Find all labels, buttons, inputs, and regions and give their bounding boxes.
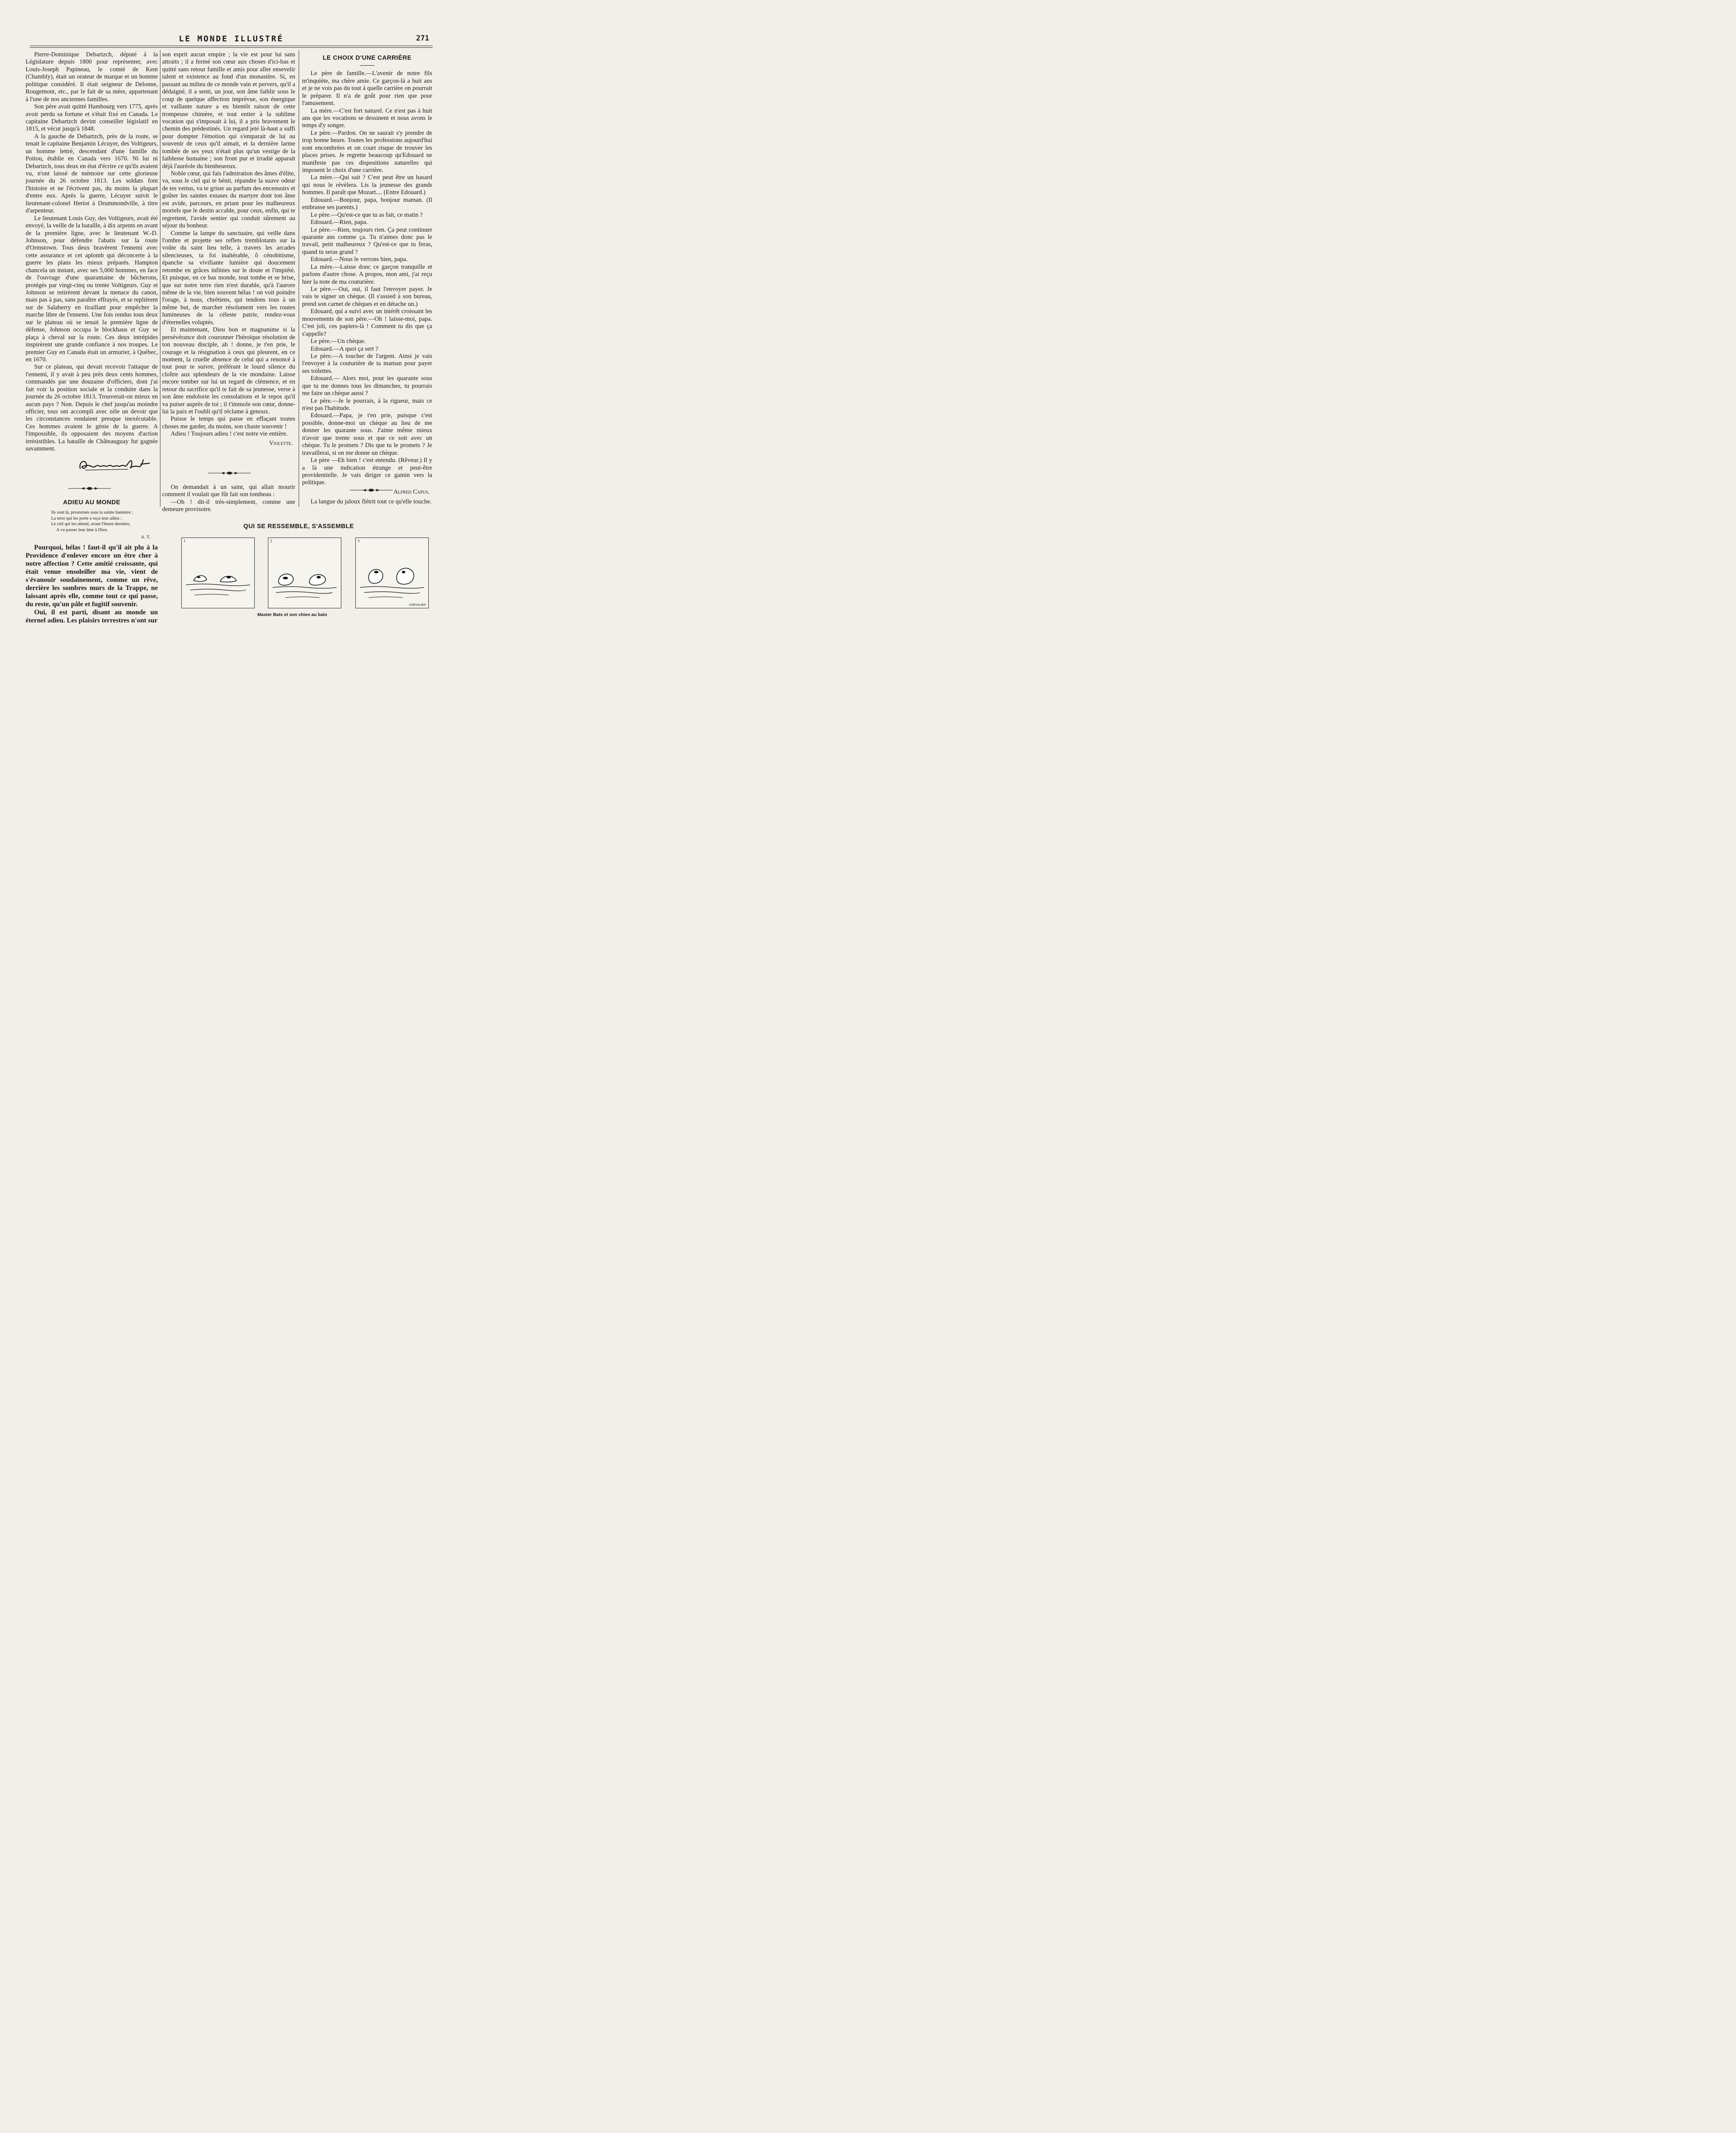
paragraph: Le père.—Pardon. On ne saurait s'y prendre de trop bonne heure. Toutes les professions aujourd'hui sont encombrées et on court risque de trouver les places prises. Je regrette beaucoup qu'Edouard ne manifeste pas ces dispositions naturelles qui imposent le choix d'une carrière. [302, 129, 432, 174]
panel-number: 1 [183, 539, 186, 543]
paragraph: La langue du jaloux flétrit tout ce qu'elle touche. [311, 498, 432, 505]
cartoon-caption: Master Bats et son chien au bain [257, 612, 327, 617]
paragraph: A la gauche de Debartzch, près de la route, se tenait le capitaine Benjamin Lécuyer, des Voltigeurs, un homme lettré, descendant d'une famille du Poitou, établie en Canada vers 1670. Ni lui ni Debartzch, tous deux en état d'écrire ce qu'ils avaient vu, n'ont laissé de mémoire sur cette glorieuse journée du 26 octobre 1813. Les soldats font l'histoire et ne l'écrivent pas, du moins la plupart d'entre eux. Après la guerre, Lécuyer suivit le lieutenant-colonel Heriot à Drummondville, à titre d'arpenteur. [26, 133, 158, 215]
paragraph: Pierre-Dominique Debartzch, député à la Législature depuis 1800 pour représenter, avec Louis-Joseph Papineau, le comté de Kent (Chambly), était un orateur de marque et un homme politique considéré. Il était seigneur de Delonne, Rougemont, etc., par le fait de sa mère, appartenant à l'une de nos anciennes familles. [26, 51, 158, 103]
paragraph: Son père avait quitté Hambourg vers 1775, après avoir perdu sa fortune et s'était fixé en Canada. Le capitaine Debartzch devint conseiller législatif en 1815, et vécut jusqu'à 1848. [26, 103, 158, 133]
signature: Alfred Capus. [393, 488, 430, 495]
paragraph: Le père.—Qu'est-ce que tu as fait, ce matin ? [311, 211, 423, 218]
paragraph: La mère.—Laisse donc ce garçon tranquille et parlons d'autre chose. A propos, mon ami, j'ai reçu hier la note de ma couturière. [302, 263, 432, 285]
paragraph: Le père de famille.—L'avenir de notre fils m'inquiète, ma chère amie. Ce garçon-là a huit ans et je ne vois pas du tout à quelle carrière on pourrait le préparer. Il n'a de goût pour rien que pour l'amusement. [302, 70, 432, 107]
artist-mark: CHEVALIER [409, 604, 426, 607]
cartoon-panel-3 [355, 538, 429, 608]
bather-and-dog-drawing [268, 538, 341, 608]
paragraph: Edouard.—A quoi ça sert ? [311, 345, 378, 352]
poem-line: A vu passer leur âme à Dieu. [56, 527, 108, 532]
adieu-section [26, 499, 158, 625]
panel-number: 3 [358, 539, 360, 543]
adieu-title: ADIEU AU MONDE [63, 499, 121, 506]
cartoon-title: QUI SE RESSEMBLE, S'ASSEMBLE [243, 523, 354, 530]
paragraph: son esprit aucun empire ; la vie est pour lui sans attraits ; il a fermé son cœur aux choses d'ici-bas et quitté sans retour famille et amis pour aller ensevelir talent et existence au fond d'un monastère. Si, en passant au milieu de ce monde vain et pervers, qu'il a dédaigné, il a senti, un jour, son âme faiblir sous le coup de quelque affection imprévue, son énergique et vaillante nature a eu bientôt raison de cette trompeuse chimère, et tout entier à la sublime vocation qui s'imposait à lui, il a pris bravement le chemin des prédestinés. Un regard jeté là-haut a suffi pour dompter l'émotion qui s'emparait de lui au souvenir de ceux qu'il aimait, et la dernière larme tombée de ses yeux n'était plus qu'un vestige de la faiblesse humaine ; son front pur et irradié apparait déjà l'auréole du bienheureux. [162, 51, 295, 170]
poem-line: Le ciel qui les attend, avant l'heure dernière, [51, 522, 131, 527]
paragraph: Pourquoi, hélas ! faut-il qu'il ait plu à la Providence d'enlever encore un être cher à notre affection ? Cette amitié croissante, qui était venue ensoleiller ma vie, vient de s'évanouir soudainement, comme un rêve, derrière les sombres murs de la Trappe, ne laissant après elle, comme tout ce qui passe, du reste, qu'un pâle et fugitif souvenir. [26, 544, 158, 608]
ornament-divider [208, 471, 251, 475]
paragraph: Le père.—Oui, oui, il faut l'envoyer payer. Je vais te signer un chèque. (Il s'assied à son bureau, prend son carnet de chèques et en détache un.) [302, 286, 432, 308]
masthead-title: LE MONDE ILLUSTRÉ [179, 34, 284, 44]
paragraph: Comme la lampe du sanctuaire, qui veille dans l'ombre et projette ses reflets tremblotants sur la voûte du saint lieu telle, à travers les arcades silencieuses, ta foi inaltérable, ô cénobitisme, épanche sa vivifiante lumière qui doucement retombe en grâces infinies sur le doute et l'impiété. Et puisque, en ce bas monde, tout tombe et se brise, que sur notre terre rien n'est durable, qu'à l'aurore même de la vie, bien souvent hélas ! on voit poindre l'orage, à nous, chrétiens, qui tendons tous à un même but, de marcher résolument vers les routes lumineuses de la céleste patrie, rendez-vous d'éternelles voluptés. [162, 230, 295, 326]
paragraph: Oui, il est parti, disant au monde un éternel adieu. Les plaisirs terrestres n'ont sur [26, 609, 158, 625]
proverb [302, 498, 432, 506]
anecdote [162, 484, 295, 514]
article-title: LE CHOIX D'UNE CARRIÈRE [323, 55, 412, 61]
poem-signature: A. T. [141, 535, 150, 540]
paragraph: Le lieutenant Louis Guy, des Voltigeurs, avait été envoyé, la veille de la bataille, à dix arpents en avant de la première ligne, avec le lieutenant W.-D. Johnson, pour défendre l'abatis sur la route d'Ormstown. Tous deux bravèrent l'ennemi avec cette assurance et cet aplomb qui déconcerte à la guerre les plans les mieux préparés. Hampton chancela un instant, avec ses 5,000 hommes, en face de l'ouvrage d'une quarantaine de bûcherons, protégés par vingt-cinq ou trente Voltigeurs. Guy et Johnson se retirèrent devant la menace du canon, mais pas à pas, sans paraître effrayés, et se replièrent sur de Salaberry en tiraillant pour empêcher la marche libre de l'ennemi. Une fois rendus tous deux sur le plateau où se tenait la première ligne de défense, Johnson occupa le blockhaus et Guy se plaça à cheval sur la route. Ces deux intrépides inspirèrent une grande confiance à nos troupes. Le premier Guy en Canada était un armurier, à Québec, en 1670. [26, 215, 158, 363]
bather-and-dog-drawing [356, 538, 428, 608]
paragraph: Le père.—Je le pourrais, à la rigueur, mais ce n'est pas l'habitude. [302, 397, 432, 412]
paragraph: Et maintenant, Dieu bon et magnanime si la persévérance doit couronner l'héroïque résolution de ton nouveau disciple, ah ! donne, je t'en prie, le courage et la résignation à ceux qui pleurent, en ce moment, la cruelle absence de celui qui a renoncé à tout pour te suivre, préférant le lourd silence du cloître aux splendeurs de la vie mondaine. Laisse encore tomber sur lui un regard de clémence, et en retour du sacrifice qu'il te fait de sa jeunesse, verse à son âme endolorie les consolations et le repos qu'il va puiser auprès de toi ; il t'immole son cœur, donne-lui la paix et l'oubli qu'il réclame à genoux. [162, 326, 295, 415]
paragraph: Le père.—A toucher de l'argent. Ainsi je vais l'envoyer à la couturière de ta maman pour payer ses toilettes. [302, 352, 432, 375]
paragraph: Sur ce plateau, qui devait recevoir l'attaque de l'ennemi, il y avait à peu près deux cents hommes, commandés par une douzaine d'officiers, dont j'ai fait voir la position sociale et la conduite dans la journée du 26 octobre 1813. Trouverait-on mieux en aucun pays ? Non. Depuis le chef jusqu'au moindre officier, tous ont accompli avec zèle un devoir que les circonstances rendaient presque inexécutable. Ces hommes avaient le génie de la guerre. A l'impossible, ils opposaient des moyens d'action irrésistibles. La bataille de Châteauguay fut gagnée savamment. [26, 363, 158, 453]
header-rule [30, 46, 433, 48]
poem-line: Ils sont là, prosternés sous la sainte bannière ; [51, 510, 134, 515]
column-1 [26, 51, 158, 453]
handwritten-signature [77, 456, 154, 474]
paragraph: La mère.—Qui sait ? C'est peut être un hasard qui nous le révèlera. Lis la jeunesse des grands hommes. Il paraît que Mozart.... (Entre Edouard.) [302, 174, 432, 196]
column-2 [162, 51, 295, 447]
paragraph: Edouard.—Papa, je t'en prie, puisque c'est possible, donne-moi un chèque au lieu de me donner les quarante sous. J'aime même mieux n'avoir que trente sous et que ce soit avec un chèque. Tu le promets ? Dis que tu le promets ? Je travaillerai, si on me donne un chèque. [302, 412, 432, 456]
adieu-body [26, 543, 158, 625]
ornament-divider [350, 488, 393, 492]
panel-number: 2 [270, 539, 272, 543]
column-3 [302, 55, 432, 496]
ornament-divider [68, 486, 111, 491]
paragraph: Edouard, qui a suivi avec un intérêt croissant les mouvements de son père.—Oh ! laisse-moi, papa. C'est joli, ces papiers-là ! Comment tu dis que ça s'appelle? [302, 308, 432, 337]
bather-and-dog-drawing [182, 538, 254, 608]
paragraph: Edouard.—Rien, papa. [311, 219, 368, 226]
paragraph: Edouard.—Bonjour, papa, bonjour maman. (Il embrasse ses parents.) [302, 196, 432, 211]
paragraph: Edouard.— Alors moi, pour les quarante sous que tu me donnes tous les dimanches, tu pourrais me faire un chèque aussi ? [302, 375, 432, 397]
paragraph: —Oh ! dit-il très-simplement, comme une demeure provisoire. [162, 498, 295, 513]
paragraph: Puisse le temps qui passe en effaçant toutes choses me garder, du moins, son chaste souvenir ! [162, 416, 295, 430]
paragraph: La mère.—C'est fort naturel. Ce n'est pas à huit ans que les vocations se dessinent et nous avons le temps d'y songer. [302, 107, 432, 129]
page-number: 271 [416, 34, 429, 43]
paragraph: Le père —Eh bien ! c'est entendu. (Rêveur.) Il y a là une indication étrange et peut-être providentielle. Je vais diriger ce gamin vers la politique. [302, 457, 432, 486]
poem-line: La terre qui les porte a reçu leur adieu ; [51, 516, 122, 521]
paragraph: Le père.—Un chèque. [311, 338, 366, 345]
cartoon-panel-1 [181, 538, 255, 608]
paragraph: Noble cœur, qui fais l'admiration des âmes d'élite, va, sous le ciel qui te bénit, répandre la suave odeur de tes vertus, va te griser au parfum des encensoirs et goûter les saintes extases du martyre dont ton âme est avide, parcours, en priant pour les malheureux mortels que le destin accable, pour ceux, enfin, qui te regrettent, l'avide sentier qui conduit sûrement au séjour du bonheur. [162, 170, 295, 230]
paragraph: Le père.—Rien, toujours rien. Ça peut continuer quarante ans comme ça. Tu n'aimes donc pas le travail, petit malheureux ? Qu'est-ce que tu feras, quand tu seras grand ? [302, 226, 432, 256]
paragraph: Adieu ! Toujours adieu ! c'est notre vie entière. [171, 430, 288, 438]
paragraph: Edouard.—Nous le verrons bien, papa. [311, 256, 408, 263]
signature: Violette. [269, 439, 293, 447]
paragraph: On demandait à un saint, qui allait mourir comment il voulait que fût fait son tombeau : [162, 484, 295, 498]
poem [26, 510, 158, 533]
cartoon-panel-2 [268, 538, 341, 608]
page-header [30, 34, 433, 47]
title-rule [360, 65, 375, 66]
